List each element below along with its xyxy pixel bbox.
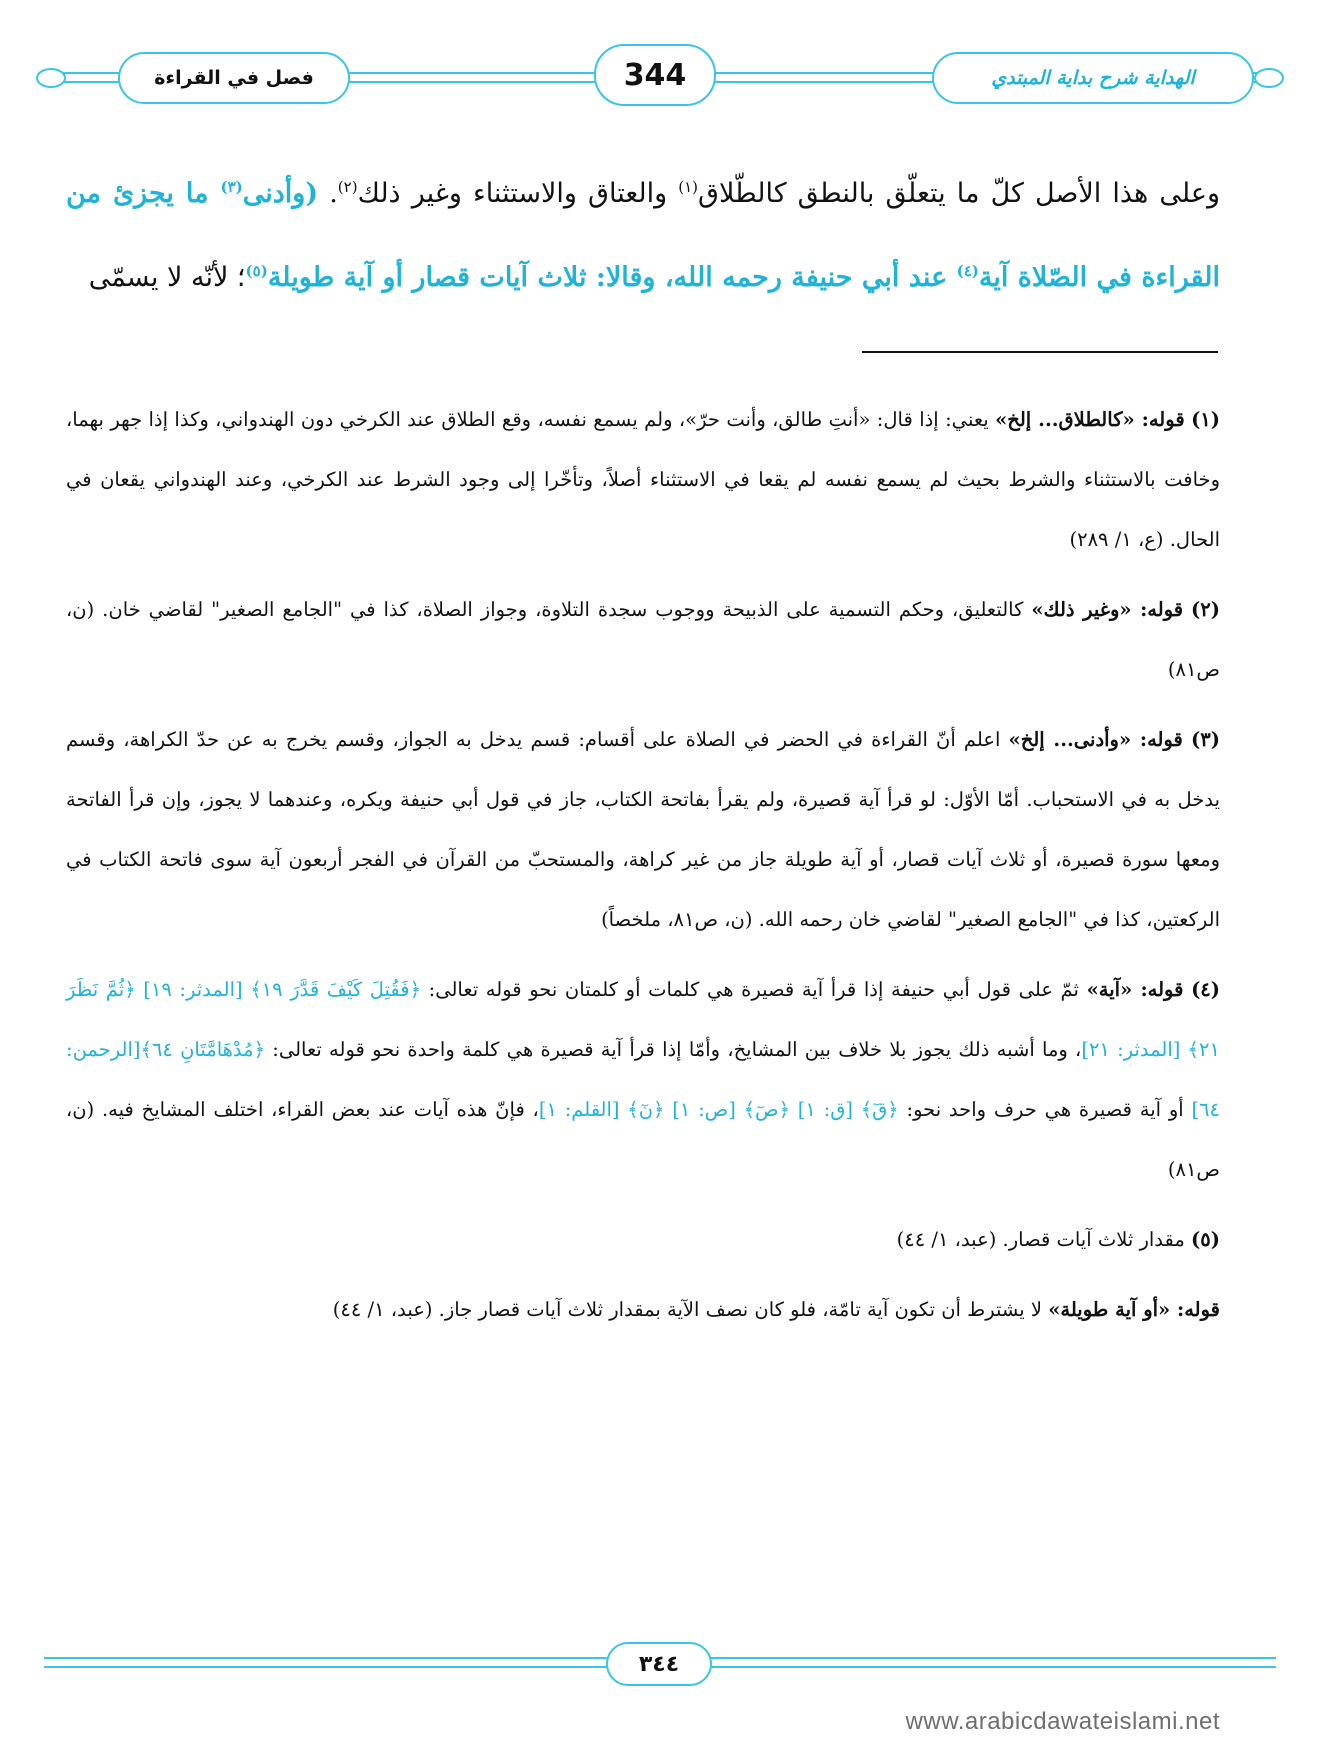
footnote-ref: (٢): [337, 178, 358, 196]
footnote-ref: (٣): [220, 178, 243, 196]
footnote-number: (٥): [1191, 1228, 1220, 1251]
footnote-text: ثمّ على قول أبي حنيفة إذا قرأ آية قصيرة هي كلمات أو كلمتان نحو قوله تعالى:: [421, 978, 1087, 1001]
section-title-box: [118, 52, 350, 104]
footnote-text: اعلم أنّ القراءة في الحضر في الصلاة على أقسام: قسم يدخل به الجواز، وقسم يخرج به عن حدّ الكراهة، وقسم يدخل به في الاستحباب. أمّا الأوّل: لو قرأ آية قصيرة، ولم يقرأ بفاتحة الكتاب، جاز في قول أبي حنيفة ويكره، وعندهما لا يجوز، وإن قرأ الفاتحة ومعها سورة قصيرة، أو ثلاث آيات قصار، أو آية طويلة جاز من غير كراهة، والمستحبّ من القرآن في الفجر أربعون آية سوى فاتحة الكتاب في الركعتين، كذا في "الجامع الصغير" لقاضي خان رحمه الله. (ن، ص٨١، ملخصاً): [66, 728, 1220, 931]
book-title: الهداية شرح بداية المبتدي: [991, 67, 1195, 89]
footnote-lead: قوله: «كالطلاق... إلخ»: [995, 408, 1185, 431]
footnote-text: لا يشترط أن تكون آية تامّة، فلو كان نصف الآية بمقدار ثلاث آيات قصار جاز. (عبد، ١/ ٤٤): [332, 1298, 1049, 1321]
footnote-lead: قوله: «وأدنى... إلخ»: [1008, 728, 1183, 751]
footnote-1: [66, 390, 1220, 570]
footnote-ref: (٤): [956, 262, 979, 280]
footnote-text: كالتعليق، وحكم التسمية على الذبيحة ووجوب سجدة التلاوة، وجواز الصلاة، كذا في "الجامع الصغير" لقاضي خان. (ن، ص٨١): [66, 598, 1220, 681]
footnote-2: [66, 580, 1220, 700]
main-text: [66, 152, 1220, 320]
matn-segment: ما يجزئ من القراءة في الصّلاة آية: [66, 178, 1220, 293]
page-number: 344: [594, 44, 716, 106]
footnote-lead: قوله: «آية»: [1086, 978, 1184, 1001]
main-text-segment: وعلى هذا الأصل كلّ ما يتعلّق بالنطق كالطّلاق: [698, 178, 1220, 209]
matn-segment: (وأدنى: [242, 178, 319, 209]
section-title: فصل في القراءة: [154, 67, 314, 89]
footer-page-number: ٣٤٤: [606, 1642, 712, 1686]
footnote-4: [66, 960, 1220, 1200]
footnote-text: ، وما أشبه ذلك يجوز بلا خلاف بين المشايخ، وأمّا إذا قرأ آية قصيرة هي كلمة واحدة نحو قوله تعالى:: [265, 1038, 1082, 1061]
footnote-number: (٣): [1191, 728, 1220, 751]
footnote-3: [66, 710, 1220, 950]
footnote-6: [66, 1280, 1220, 1340]
book-title-box: [932, 52, 1254, 104]
footnote-separator: [862, 351, 1218, 353]
footnote-5: [66, 1210, 1220, 1270]
footnote-ref: (١): [678, 178, 699, 196]
matn-segment: عند أبي حنيفة رحمه الله، وقالا: ثلاث آيات قصار أو آية طويلة: [267, 262, 957, 293]
quran-citation: ﴿مُدْهَامَّتَانِ ٦٤﴾[الرحمن: ٦٤]: [66, 1038, 1220, 1121]
main-text-segment: والعتاق والاستثناء وغير ذلك: [357, 178, 679, 209]
footnote-number: (١): [1191, 408, 1221, 431]
footnote-ref: (٥): [245, 262, 268, 280]
main-text-segment: .: [318, 178, 338, 209]
footnote-text: مقدار ثلاث آيات قصار. (عبد، ١/ ٤٤): [896, 1228, 1192, 1251]
ornament-left-icon: [36, 68, 66, 88]
footnote-text: ، فإنّ هذه آيات عند بعض القراء، اختلف المشايخ فيه. (ن، ص٨١): [66, 1098, 1220, 1181]
watermark[interactable]: www.arabicdawateislami.net: [905, 1708, 1220, 1735]
footnote-number: (٤): [1191, 978, 1221, 1001]
footnote-lead: قوله: «وغير ذلك»: [1031, 598, 1184, 621]
footnote-text: يعني: إذا قال: «أنتِ طالق، وأنت حرّ»، ولم يسمع نفسه، وقع الطلاق عند الكرخي دون الهندواني، وكذا إذا جهر بهما، وخافت بالاستثناء والشرط بحيث لم يسمع نفسه لم يقعا في الاستثناء أصلاً، وتأخّرا إلى وجود الشرط عند الكرخي، وعند الهندواني يقعان في الحال. (ع، ١/ ٢٨٩): [66, 408, 1220, 551]
footnote-text: أو آية قصيرة هي حرف واحد نحو:: [898, 1098, 1192, 1121]
quran-citation: ﴿فَقُتِلَ كَيْفَ قَدَّرَ ١٩﴾ [المدثر: ١٩] ﴿ثُمَّ نَظَرَ ٢١﴾ [المدثر: ٢١]: [66, 978, 1220, 1061]
footnotes: [66, 390, 1220, 1340]
footnote-lead: قوله: «أو آية طويلة»: [1048, 1298, 1220, 1321]
quran-citation: ﴿قٓ﴾ [ق: ١] ﴿صٓ﴾ [ص: ١] ﴿نٓ﴾ [القلم: ١]: [538, 1098, 899, 1121]
ornament-right-icon: [1254, 68, 1284, 88]
footnote-number: (٢): [1191, 598, 1220, 621]
main-text-segment: ؛ لأنّه لا يسمّى: [88, 262, 246, 293]
